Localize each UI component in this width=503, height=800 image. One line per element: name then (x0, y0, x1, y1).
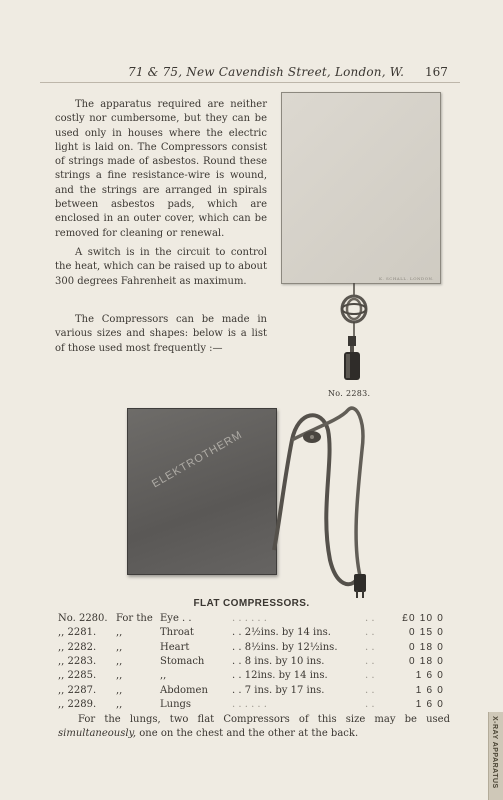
table-row: ,, 2281. ,, Throat . . 2½ins. by 14 ins. . . 0 15 0 (58, 627, 444, 639)
header-address: 71 & 75, New Cavendish Street, London, W. (128, 65, 405, 79)
paragraph-apparatus: The apparatus required are neither costly nor cumbersome, but they can be used only in houses where the electric light is laid on. The Compressors consist of strings made of asbestos. Round these strings a fine resistance-wire is wound, and the strings are arranged in spirals between asbestos pads, which are enclosed in an outer cover, which can be removed for cleaning or renewal. (55, 99, 267, 239)
elektrotherm-pad-image (127, 408, 277, 575)
paragraph-switch: A switch is in the circuit to control the heat, which can be raised up to about 300 degrees Fahrenheit as maximum. (55, 247, 267, 287)
compressor-pad-image (281, 92, 441, 284)
coiled-cord-image (337, 283, 371, 343)
table-row: ,, 2285. ,, ,, . . 12ins. by 14 ins. . . 1 6 0 (58, 670, 444, 682)
maker-mark: K. SCHALL. LONDON. (378, 276, 434, 281)
section-side-tab: X-RAY APPARATUS (488, 712, 503, 800)
page-header (0, 63, 503, 83)
table-row: ,, 2287. ,, Abdomen . . 7 ins. by 17 ins. . . 1 6 0 (58, 684, 444, 696)
brand-label: ELEKTROTHERM (150, 428, 245, 491)
figure-caption: No. 2283. (328, 389, 371, 398)
page-number: 167 (425, 65, 448, 79)
header-rule (40, 82, 460, 83)
plug-image (341, 336, 363, 384)
cable-image (270, 400, 380, 600)
table-row: ,, 2282. ,, Heart . . 8½ins. by 12½ins. . . 0 18 0 (58, 641, 444, 653)
paragraph-sizes: The Compressors can be made in various sizes and shapes: below is a list of those used most frequently :— (55, 314, 267, 354)
note-emphasis: simultaneously, (58, 728, 137, 739)
lungs-note: For the lungs, two flat Compressors of this size may be used simultaneously, one on the chest and the other at the back. (58, 714, 450, 739)
table-row: ,, 2283. ,, Stomach . . 8 ins. by 10 ins. . . 0 18 0 (58, 655, 444, 667)
table-row: No. 2280. For the Eye . . . . . . . . . . £0 10 0 (58, 613, 444, 624)
table-row: ,, 2289. ,, Lungs . . . . . . . . 1 6 0 (58, 698, 444, 710)
table-title: FLAT COMPRESSORS. (193, 598, 310, 609)
